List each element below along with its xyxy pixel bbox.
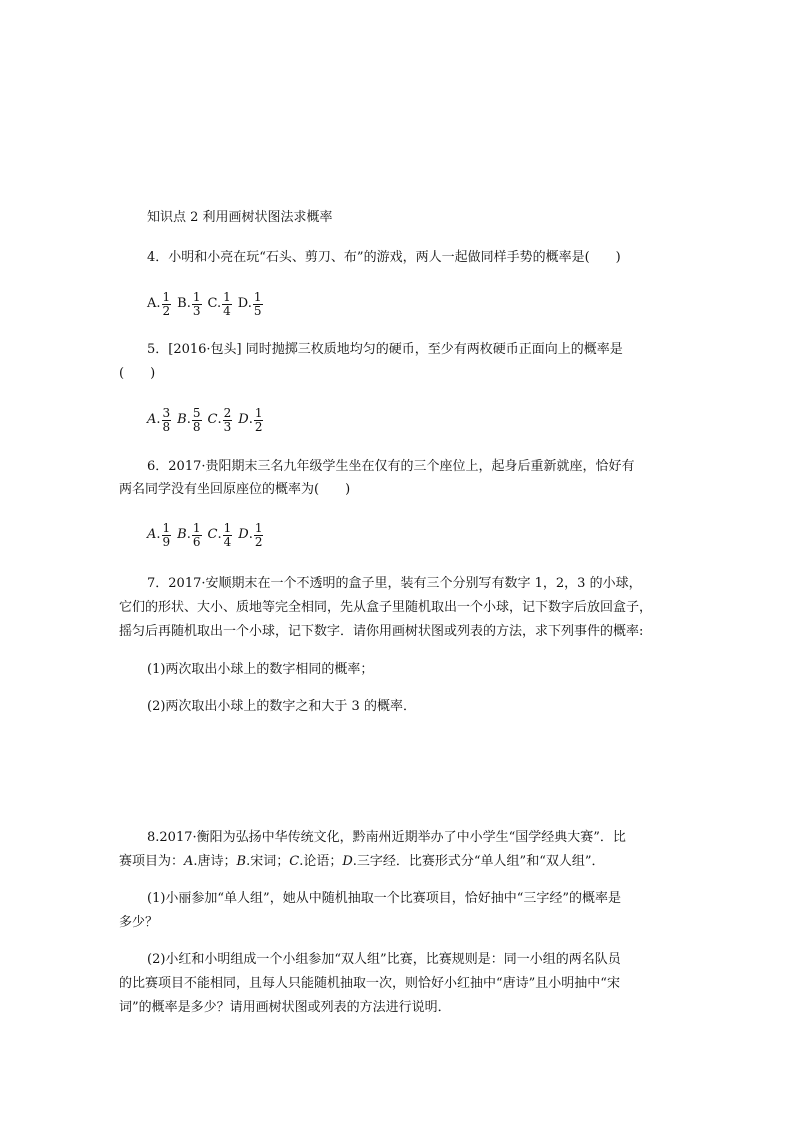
numerator: 1 <box>162 520 171 535</box>
text-run: .宋词； <box>246 854 290 869</box>
q6-option-d <box>238 522 263 549</box>
question-8-sub-2-line-2: 的比赛项目不能相同，且每人只能随机抽取一次，则恰好小红抽中“唐诗”且小明抽中“宋 <box>119 976 620 991</box>
q5-option-c <box>208 407 233 434</box>
denominator: 9 <box>162 534 171 549</box>
denominator: 8 <box>162 419 171 434</box>
q6-option-a <box>147 522 171 549</box>
option-letter: B <box>177 527 187 542</box>
fraction <box>162 407 172 434</box>
numerator: 1 <box>253 289 262 304</box>
option-letter: A <box>147 412 157 427</box>
option-dot: . <box>248 412 253 427</box>
denominator: 2 <box>254 534 263 549</box>
numerator: 1 <box>223 289 231 304</box>
text-run: .论语； <box>299 854 343 869</box>
item-letter: C <box>289 854 300 869</box>
option-dot: . <box>156 412 161 427</box>
fraction <box>254 407 264 434</box>
option-letter: D <box>238 527 249 542</box>
question-7-sub-2: (2)两次取出小球上的数字之和大于 3 的概率． <box>147 699 416 714</box>
q4-option-d <box>238 291 263 318</box>
denominator: 5 <box>253 303 262 318</box>
question-5-line-1: 5．[2016·包头] 同时抛掷三枚质地均匀的硬币，至少有两枚硬币正面向上的概率是 <box>147 342 623 357</box>
text-run: .唐诗； <box>193 854 237 869</box>
fraction <box>162 291 172 318</box>
option-letter: D. <box>237 296 252 311</box>
option-dot: . <box>217 527 222 542</box>
option-letter: C <box>207 527 218 542</box>
denominator: 4 <box>223 534 232 549</box>
q5-option-b <box>177 407 201 434</box>
option-letter: A <box>147 527 157 542</box>
question-4-options <box>147 286 269 322</box>
fraction <box>192 407 202 434</box>
question-6-line-1: 6．2017·贵阳期末三名九年级学生坐在仅有的三个座位上，起身后重新就座，恰好有 <box>147 459 635 474</box>
option-letter: C <box>207 412 218 427</box>
numerator: 1 <box>192 520 201 535</box>
question-7-line-3: 摇匀后再随机取出一个小球，记下数字．请你用画树状图或列表的方法，求下列事件的概率: <box>119 624 644 639</box>
numerator: 1 <box>254 405 263 420</box>
question-6-line-2: 两名同学没有坐回原座位的概率为( ) <box>119 482 351 497</box>
section-heading: 知识点 2 利用画树状图法求概率 <box>147 210 333 225</box>
fraction <box>254 522 264 549</box>
option-dot: . <box>186 527 191 542</box>
option-dot: . <box>186 412 191 427</box>
option-dot: . <box>156 527 161 542</box>
question-7-sub-1: (1)两次取出小球上的数字相同的概率； <box>147 662 374 677</box>
denominator: 8 <box>192 419 201 434</box>
question-8-line-1: 8.2017·衡阳为弘扬中华传统文化，黔南州近期举办了中小学生“国学经典大赛”．比 <box>147 830 626 845</box>
question-8-sub-2-line-1: (2)小红和小明组成一个小组参加“双人组”比赛，比赛规则是：同一小组的两名队员 <box>147 952 621 967</box>
q6-option-c <box>208 522 233 549</box>
q4-option-b <box>177 291 201 318</box>
q5-option-d <box>238 407 263 434</box>
fraction <box>222 291 232 318</box>
denominator: 3 <box>192 303 201 318</box>
text-run: .三字经．比赛形式分“单人组”和“双人组”． <box>352 854 605 869</box>
numerator: 1 <box>162 289 171 304</box>
question-5-options <box>147 402 269 438</box>
fraction <box>223 522 233 549</box>
option-letter: B <box>177 412 187 427</box>
denominator: 2 <box>162 303 171 318</box>
option-dot: . <box>217 412 222 427</box>
fraction <box>253 291 263 318</box>
text-run: 赛项目为： <box>119 854 185 869</box>
denominator: 2 <box>254 419 263 434</box>
option-letter: A. <box>147 296 161 311</box>
denominator: 3 <box>223 419 232 434</box>
fraction <box>223 407 233 434</box>
item-letter: B <box>236 854 247 869</box>
item-letter: A <box>184 854 194 869</box>
option-letter: C. <box>207 296 222 311</box>
q6-option-b <box>177 522 201 549</box>
fraction <box>162 522 172 549</box>
denominator: 4 <box>223 303 231 318</box>
question-8-sub-1-line-2: 多少？ <box>119 915 159 930</box>
option-letter: D <box>238 412 249 427</box>
fraction <box>192 291 202 318</box>
numerator: 1 <box>254 520 263 535</box>
denominator: 6 <box>192 534 201 549</box>
question-7-line-2: 它们的形状、大小、质地等完全相同，先从盒子里随机取出一个小球，记下数字后放回盒子， <box>119 600 653 615</box>
numerator: 3 <box>162 405 171 420</box>
q4-option-a <box>147 291 171 318</box>
numerator: 1 <box>192 289 201 304</box>
question-8-sub-2-line-3: 词”的概率是多少？请用画树状图或列表的方法进行说明． <box>119 1000 451 1015</box>
question-4-text: 4．小明和小亮在玩“石头、剪刀、布”的游戏，两人一起做同样手势的概率是( ) <box>147 250 621 265</box>
q5-option-a <box>147 407 171 434</box>
fraction <box>192 522 202 549</box>
numerator: 5 <box>192 405 201 420</box>
numerator: 1 <box>223 520 232 535</box>
question-8-line-2 <box>119 852 605 872</box>
option-letter: B. <box>177 296 191 311</box>
question-5-line-2: ( ) <box>119 366 156 381</box>
question-6-options <box>147 517 269 553</box>
question-8-sub-1-line-1: (1)小丽参加“单人组”，她从中随机抽取一个比赛项目，恰好抽中“三字经”的概率是 <box>147 891 621 906</box>
item-letter: D <box>342 854 353 869</box>
numerator: 2 <box>223 405 232 420</box>
q4-option-c <box>208 291 232 318</box>
option-dot: . <box>248 527 253 542</box>
question-7-line-1: 7．2017·安顺期末在一个不透明的盒子里，装有三个分别写有数字 1，2，3 的小球， <box>147 576 642 591</box>
